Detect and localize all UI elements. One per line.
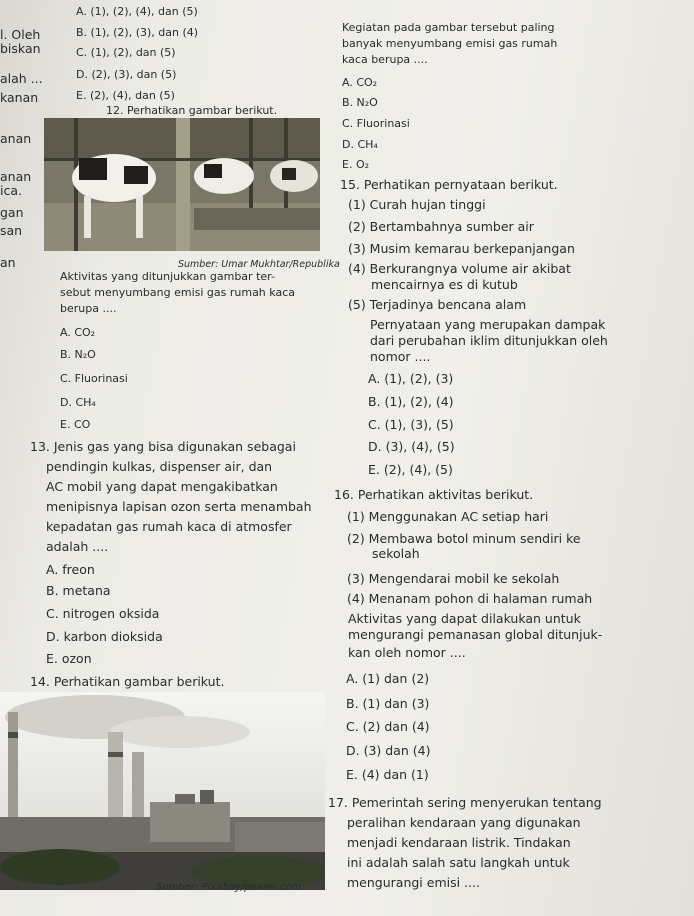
q15-text-line: dari perubahan iklim ditunjukkan oleh: [370, 333, 608, 348]
q13-text-line: pendingin kulkas, dispenser air, dan: [46, 459, 273, 474]
left-edge-fragment: anan: [0, 131, 32, 146]
q11-option-b: B. (1), (2), (3), dan (4): [76, 26, 199, 39]
q11-option-c: C. (1), (2), dan (5): [76, 46, 176, 59]
left-edge-fragment: gan: [0, 205, 24, 220]
q17-text-line: 17. Pemerintah sering menyerukan tentang: [328, 795, 602, 810]
cow-barn-photo: [44, 118, 320, 251]
q15-option-e: E. (2), (4), (5): [368, 462, 453, 477]
q15-item: (4) Berkurangnya volume air akibat: [348, 261, 571, 276]
q16-item: (1) Menggunakan AC setiap hari: [347, 509, 549, 524]
q16-text-line: Aktivitas yang dapat dilakukan untuk: [348, 611, 581, 626]
q15-text-line: Pernyataan yang merupakan dampak: [370, 317, 606, 332]
q15-item: (2) Bertambahnya sumber air: [348, 219, 534, 234]
q16-item: sekolah: [372, 546, 420, 561]
q16-option-e: E. (4) dan (1): [346, 767, 429, 782]
q17-text-line: peralihan kendaraan yang digunakan: [347, 815, 581, 830]
q15-stem: 15. Perhatikan pernyataan berikut.: [340, 177, 558, 192]
q15-item: (5) Terjadinya bencana alam: [348, 297, 527, 312]
q15-option-c: C. (1), (3), (5): [368, 417, 454, 432]
q12-option-a: A. CO₂: [60, 326, 96, 339]
q11-option-a: A. (1), (2), (4), dan (5): [76, 5, 198, 18]
q14-right-text-line: banyak menyumbang emisi gas rumah: [342, 37, 558, 50]
q13-text-line: menipisnya lapisan ozon serta menambah: [46, 499, 312, 514]
q16-option-d: D. (3) dan (4): [346, 743, 431, 758]
left-edge-fragment: alah ...: [0, 71, 43, 86]
q16-option-c: C. (2) dan (4): [346, 719, 430, 734]
q16-item: (4) Menanam pohon di halaman rumah: [347, 591, 593, 606]
q15-option-a: A. (1), (2), (3): [368, 371, 454, 386]
q15-option-b: B. (1), (2), (4): [368, 394, 454, 409]
left-edge-fragment: anan: [0, 169, 32, 184]
q15-item: (1) Curah hujan tinggi: [348, 197, 486, 212]
q12-stem: 12. Perhatikan gambar berikut.: [106, 104, 278, 117]
q16-text-line: mengurangi pemanasan global ditunjuk-: [348, 627, 603, 642]
q14-right-option-d: D. CH₄: [342, 138, 378, 151]
q16-stem: 16. Perhatikan aktivitas berikut.: [334, 487, 534, 502]
q14-right-option-a: A. CO₂: [342, 76, 378, 89]
q12-option-d: D. CH₄: [60, 396, 96, 409]
q16-item: (2) Membawa botol minum sendiri ke: [347, 531, 581, 546]
q12-option-c: C. Fluorinasi: [60, 372, 128, 385]
q15-item: (3) Musim kemarau berkepanjangan: [348, 241, 575, 256]
q14-right-option-c: C. Fluorinasi: [342, 117, 410, 130]
q17-text-line: ini adalah salah satu langkah untuk: [347, 855, 570, 870]
left-edge-fragment: an: [0, 255, 16, 270]
q12-text-line: Aktivitas yang ditunjukkan gambar ter-: [60, 270, 275, 283]
q16-item: (3) Mengendarai mobil ke sekolah: [347, 571, 560, 586]
q14-image-caption: Sumber: Pixabay/pexels.com: [156, 882, 302, 893]
q11-option-d: D. (2), (3), dan (5): [76, 68, 177, 81]
q16-text-line: kan oleh nomor ....: [348, 645, 466, 660]
q13-text-line: adalah ....: [46, 539, 109, 554]
q13-option-c: C. nitrogen oksida: [46, 606, 160, 621]
q12-option-b: B. N₂O: [60, 348, 96, 361]
q13-option-d: D. karbon dioksida: [46, 629, 163, 644]
q12-option-e: E. CO: [60, 418, 91, 431]
q17-text-line: menjadi kendaraan listrik. Tindakan: [347, 835, 571, 850]
q11-option-e: E. (2), (4), dan (5): [76, 89, 175, 102]
q13-option-a: A. freon: [46, 562, 95, 577]
q15-text-line: nomor ....: [370, 349, 431, 364]
q17-text-line: mengurangi emisi ....: [347, 875, 480, 890]
q15-item: mencairnya es di kutub: [371, 277, 518, 292]
factory-photo: [0, 692, 325, 890]
q12-text-line: sebut menyumbang emisi gas rumah kaca: [60, 286, 295, 299]
left-edge-fragment: biskan: [0, 41, 41, 56]
q13-text-line: kepadatan gas rumah kaca di atmosfer: [46, 519, 292, 534]
q13-text-line: AC mobil yang dapat mengakibatkan: [46, 479, 278, 494]
q14-right-text-line: Kegiatan pada gambar tersebut paling: [342, 21, 555, 34]
left-edge-fragment: ica.: [0, 183, 22, 198]
left-edge-fragment: san: [0, 223, 23, 238]
q15-option-d: D. (3), (4), (5): [368, 439, 455, 454]
q12-text-line: berupa ....: [60, 302, 117, 315]
q13-option-e: E. ozon: [46, 651, 92, 666]
q16-option-a: A. (1) dan (2): [346, 671, 430, 686]
q14-stem: 14. Perhatikan gambar berikut.: [30, 674, 225, 689]
q14-right-text-line: kaca berupa ....: [342, 53, 428, 66]
q13-text-line: 13. Jenis gas yang bisa digunakan sebagai: [30, 439, 296, 454]
left-edge-fragment: l. Oleh: [0, 27, 41, 42]
q13-option-b: B. metana: [46, 583, 111, 598]
q12-image-caption: Sumber: Umar Mukhtar/Republika: [178, 259, 340, 270]
q14-right-option-e: E. O₂: [342, 158, 370, 171]
left-edge-fragment: kanan: [0, 90, 39, 105]
q14-right-option-b: B. N₂O: [342, 96, 378, 109]
q16-option-b: B. (1) dan (3): [346, 696, 430, 711]
